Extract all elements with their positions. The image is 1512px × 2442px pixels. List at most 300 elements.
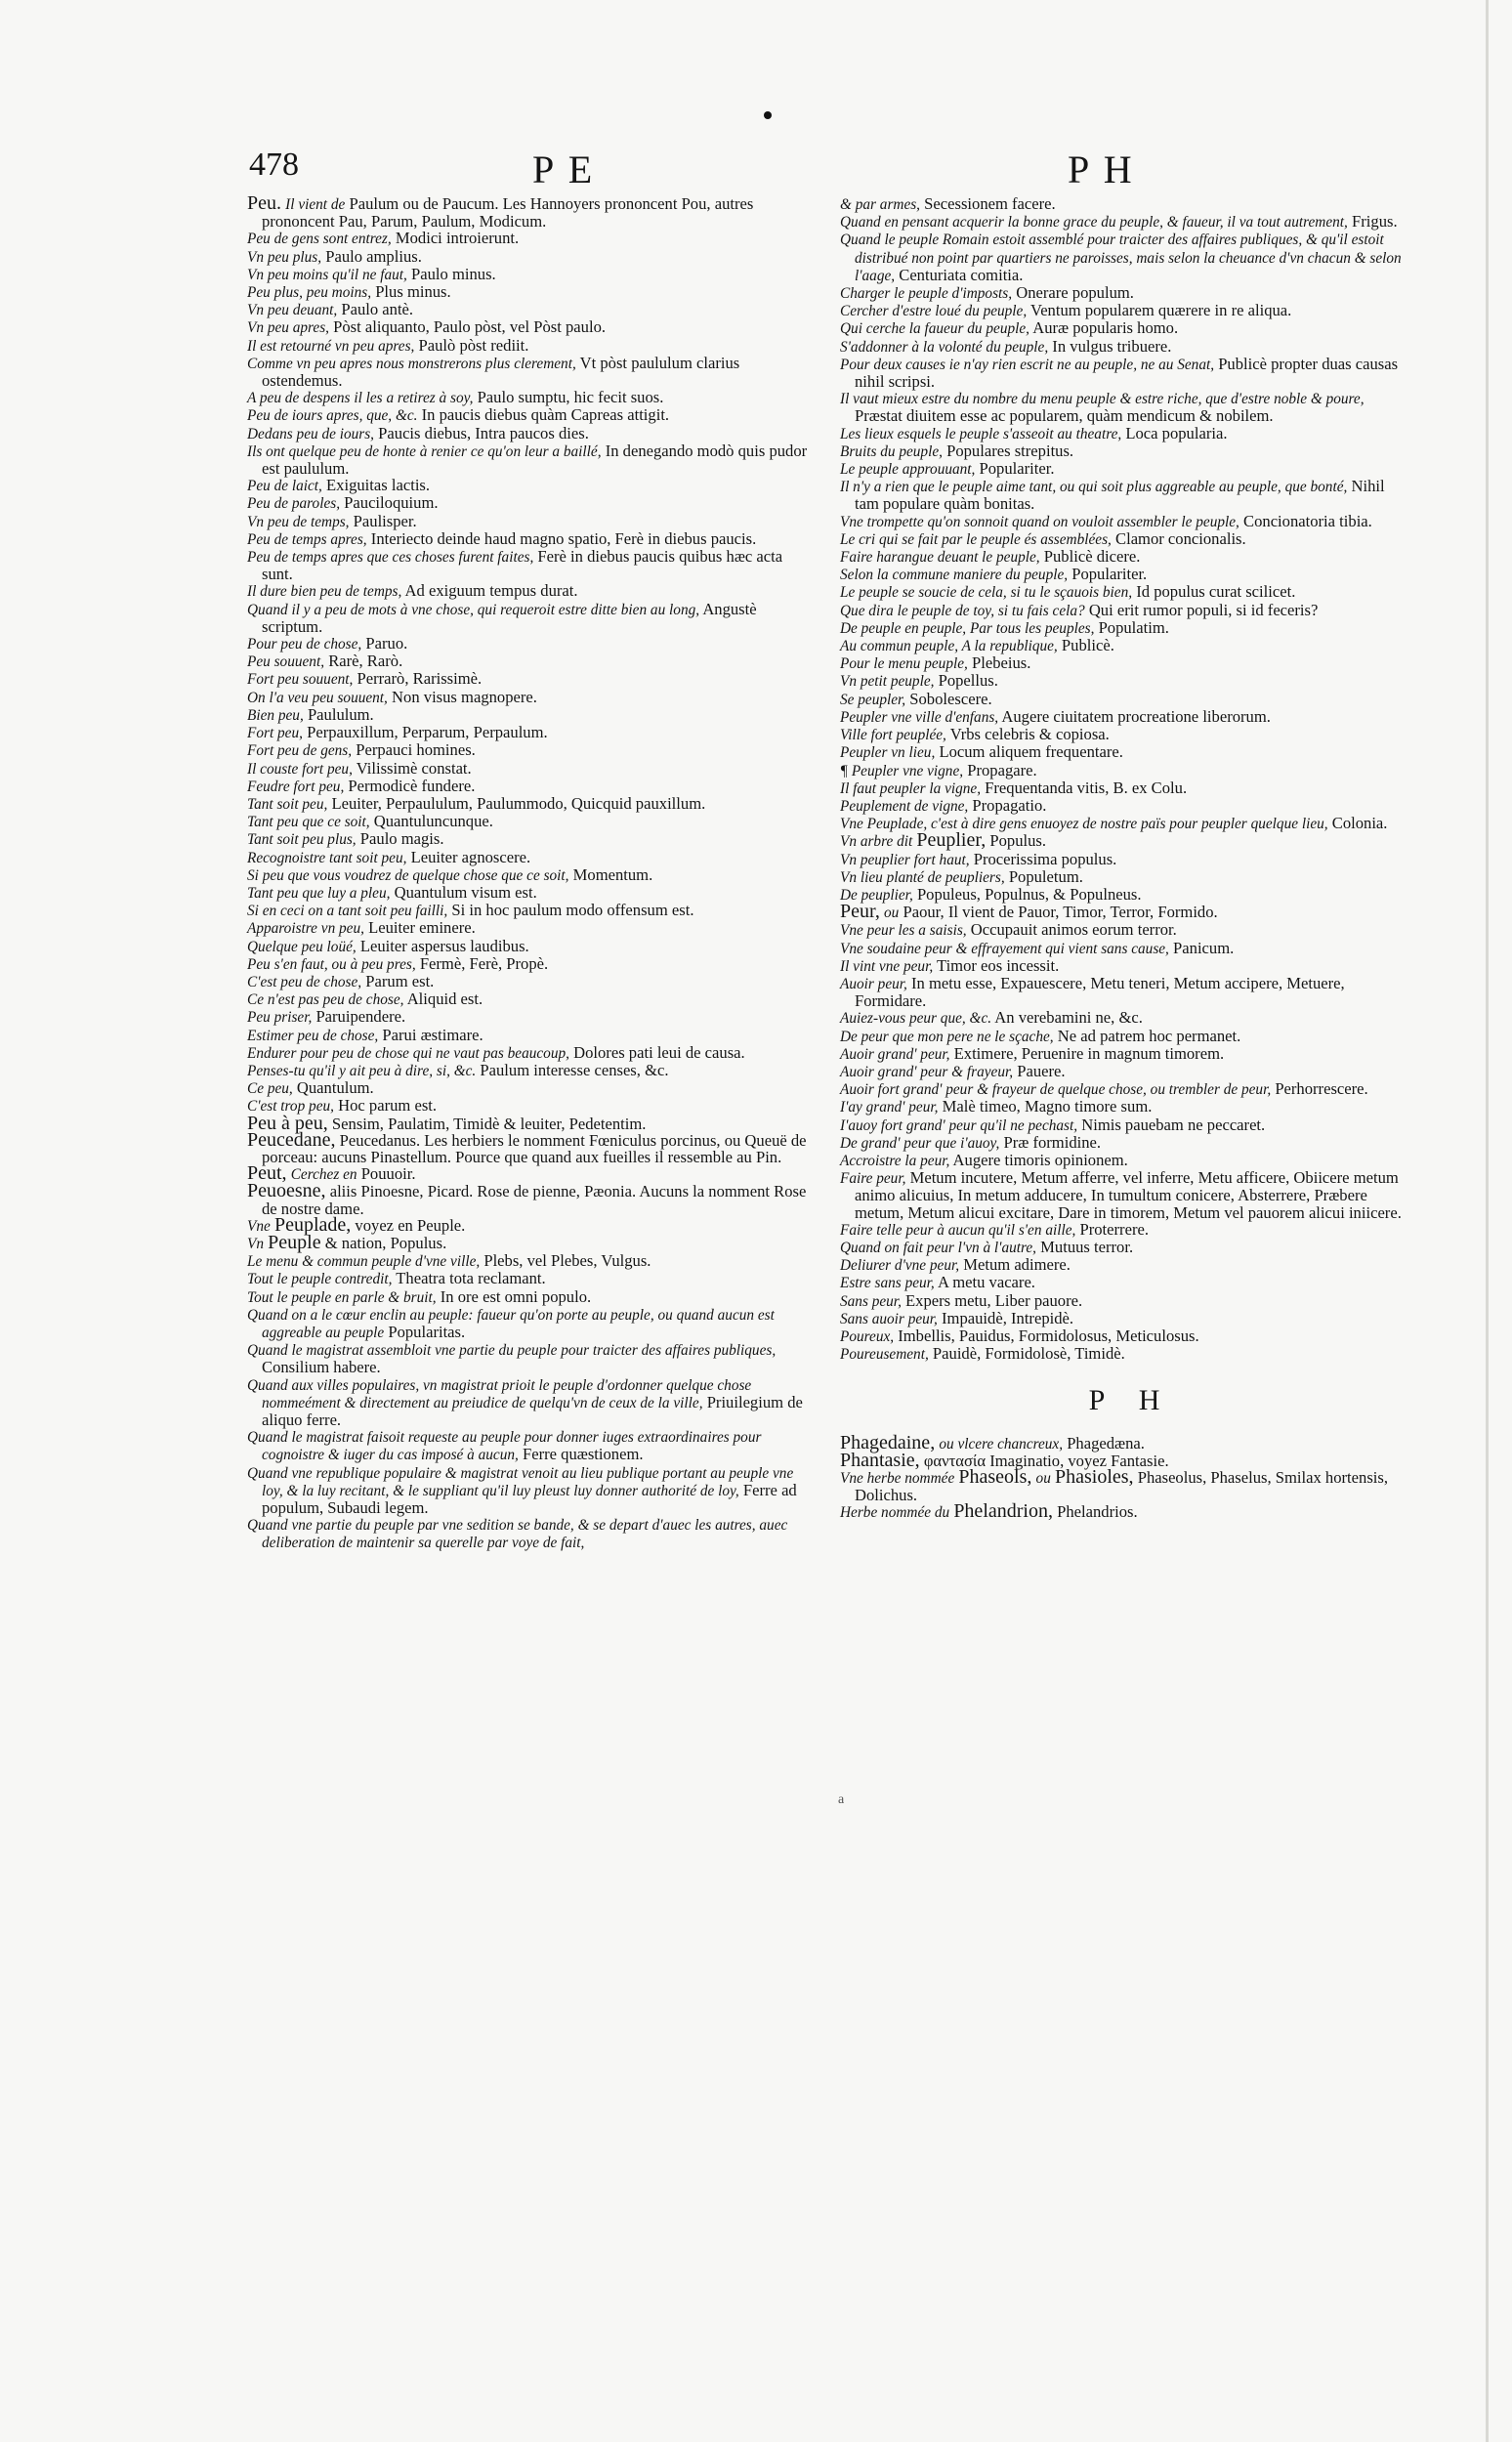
dictionary-entry xyxy=(840,654,1408,672)
dictionary-entry xyxy=(840,478,1408,512)
dictionary-entry xyxy=(840,886,1408,904)
entry-french: Quelque peu loüé, xyxy=(247,938,357,955)
dictionary-entry xyxy=(840,901,1408,923)
entry-french: Faire peur, xyxy=(840,1170,906,1188)
entry-latin: Impauidè, Intrepidè. xyxy=(942,1308,1074,1327)
entry-latin: Mutuus terror. xyxy=(1040,1237,1134,1256)
entry-latin: Præstat diuitem esse ac popularem, quàm mendicum & nobilem. xyxy=(855,406,1274,426)
running-head-right: P H xyxy=(1068,147,1135,191)
entry-latin: Interiecto deinde haud magno spatio, Ferè in diebus paucis. xyxy=(370,528,757,548)
entry-latin: Secessionem facere. xyxy=(924,194,1056,213)
entry-latin: Phelandrios. xyxy=(1057,1502,1138,1522)
dictionary-entry xyxy=(840,672,1408,690)
entry-latin: Imbellis, Pauidus, Formidolosus, Meticulosus. xyxy=(898,1326,1199,1345)
entry-latin: Ad exiguum tempus durat. xyxy=(404,581,578,601)
entry-french: Vn petit peuple, xyxy=(840,673,935,691)
entry-latin: Extimere, Peruenire in magnum timorem. xyxy=(953,1043,1225,1063)
dictionary-entry xyxy=(247,760,812,778)
dictionary-entry xyxy=(247,830,812,848)
entry-latin: Metum incutere, Metum afferre, vel inferre, Metu afficere, Obiicere metum animo alicuius, In metum adducere, In tumultum conicere, Absterrere, Præbere metum, Metum alicui excitare, Dare in timorem, Metum vel pauorem alicui iniicere. xyxy=(855,1168,1402,1222)
dictionary-entry xyxy=(840,1063,1408,1080)
entry-french: Estre sans peur, xyxy=(840,1275,935,1292)
entry-latin: Paour, Il vient de Pauor, Timor, Terror, Formido. xyxy=(903,903,1218,922)
dictionary-entry xyxy=(840,708,1408,726)
entry-french: Peupler vn lieu, xyxy=(840,744,936,762)
dictionary-entry xyxy=(840,1256,1408,1274)
dictionary-entry xyxy=(247,653,812,670)
entry-latin: Frequentanda vitis, B. ex Colu. xyxy=(985,778,1188,797)
entry-french: Peu plus, peu moins, xyxy=(247,284,372,302)
printer-dot xyxy=(764,111,772,119)
entry-latin: Leuiter, Perpaululum, Paulummodo, Quicquid pauxillum. xyxy=(331,793,706,813)
entry-latin: Procerissima populus. xyxy=(973,849,1117,868)
entry-headword: Peucedane, xyxy=(247,1128,336,1151)
entry-french: Quand vne partie du peuple par vne sedition se bande, & se depart d'auec les autres, auec deliberation de maintenir sa querelle par voye de fait, xyxy=(247,1517,788,1552)
entry-latin: Populeus, Populnus, & Populneus. xyxy=(916,884,1142,904)
entry-french: Le peuple se soucie de cela, si tu le sçauois bien, xyxy=(840,584,1133,602)
entry-latin: Dolores pati leui de causa. xyxy=(573,1042,745,1062)
dictionary-entry xyxy=(247,582,812,600)
entry-latin: Rarè, Rarò. xyxy=(328,652,403,671)
dictionary-entry xyxy=(840,779,1408,797)
entry-latin: Timor eos incessit. xyxy=(937,955,1060,975)
entry-latin: Paulo minus. xyxy=(411,264,496,283)
dictionary-entry xyxy=(247,530,812,548)
entry-french: Accroistre la peur, xyxy=(840,1152,950,1169)
entry-french: Quand le peuple Romain estoit assemblé pour traicter des affaires publiques, & qu'il estoit distribué non point par quartiers ne paroisses, mais selon la cheuance d'vn chacun & selon l'aage, xyxy=(840,232,1402,284)
entry-latin: Propagare. xyxy=(967,760,1037,779)
entry-headword: Phagedaine, xyxy=(840,1431,936,1453)
page-edge xyxy=(1486,0,1489,2442)
entry-french: De peur que mon pere ne le sçache, xyxy=(840,1028,1054,1045)
entry-latin: Plebs, vel Plebes, Vulgus. xyxy=(483,1251,651,1271)
entry-french: Fort peu, xyxy=(247,725,303,742)
entry-french: Penses-tu qu'il y ait peu à dire, si, &c. xyxy=(247,1062,477,1079)
entry-french: Herbe nommée du xyxy=(840,1504,950,1522)
margin-mark: a xyxy=(838,1792,845,1807)
entry-latin: Si in hoc paulum modo offensum est. xyxy=(451,901,694,920)
dictionary-entry xyxy=(840,602,1408,619)
entry-french: Faire harangue deuant le peuple, xyxy=(840,549,1040,567)
entry-latin: Publicè dicere. xyxy=(1043,547,1141,567)
dictionary-entry xyxy=(840,726,1408,743)
entry-french: ou xyxy=(884,905,900,922)
entry-headword: Phasioles, xyxy=(1055,1466,1134,1489)
entry-french: Sans peur, xyxy=(840,1292,902,1310)
entry-latin: Populetum. xyxy=(1008,866,1083,886)
dictionary-entry xyxy=(840,1152,1408,1169)
dictionary-entry xyxy=(247,1180,812,1218)
entry-french: Pour peu de chose, xyxy=(247,636,362,653)
entry-french: Peupler vne ville d'enfans, xyxy=(840,708,999,726)
entry-latin: Paulo antè. xyxy=(341,300,414,319)
entry-french: Tout le peuple contredit, xyxy=(247,1271,393,1288)
entry-latin: Colonia. xyxy=(1331,814,1388,833)
dictionary-entry xyxy=(247,601,812,635)
entry-french: Vn arbre dit xyxy=(840,833,913,851)
entry-latin: Panicum. xyxy=(1173,938,1235,957)
dictionary-entry xyxy=(247,866,812,884)
page-header xyxy=(0,147,1512,195)
dictionary-entry xyxy=(840,940,1408,957)
entry-french: Bien peu, xyxy=(247,706,304,724)
dictionary-entry xyxy=(840,1431,1408,1453)
entry-latin: Momentum. xyxy=(572,864,653,884)
dictionary-entry xyxy=(840,530,1408,548)
entry-french: Il couste fort peu, xyxy=(247,760,353,778)
entry-latin: Pouuoir. xyxy=(360,1164,416,1184)
dictionary-entry xyxy=(247,318,812,336)
dictionary-entry xyxy=(840,1292,1408,1310)
dictionary-entry xyxy=(247,902,812,919)
dictionary-entry xyxy=(840,583,1408,601)
dictionary-entry xyxy=(247,1376,812,1429)
dictionary-entry xyxy=(247,813,812,830)
dictionary-entry xyxy=(247,1162,812,1185)
dictionary-entry xyxy=(247,1341,812,1375)
entry-french: Tant soit peu plus, xyxy=(247,831,357,849)
entry-french: Vn peu de temps, xyxy=(247,513,350,530)
dictionary-entry xyxy=(247,1128,812,1166)
dictionary-entry xyxy=(840,1028,1408,1045)
entry-french: Poureux, xyxy=(840,1328,895,1345)
entry-french: Le peuple approuuant, xyxy=(840,461,976,479)
entry-latin: Permodicè fundere. xyxy=(348,776,476,795)
entry-latin: Ferè in diebus paucis quibus hæc acta sunt. xyxy=(262,547,783,584)
entry-latin: In paucis diebus quàm Capreas attigit. xyxy=(421,405,670,425)
dictionary-entry xyxy=(840,425,1408,442)
entry-latin: Augere timoris opinionem. xyxy=(952,1150,1128,1169)
entry-latin: Paulum interesse censes, &c. xyxy=(480,1060,669,1079)
entry-latin: Perrarò, Rarissimè. xyxy=(357,669,483,689)
dictionary-entry xyxy=(247,230,812,247)
entry-french: Selon la commune maniere du peuple, xyxy=(840,567,1069,584)
entry-latin: Fermè, Ferè, Propè. xyxy=(419,953,549,973)
dictionary-entry xyxy=(247,724,812,741)
entry-french: Cerchez en xyxy=(290,1166,357,1184)
entry-french: Ce n'est pas peu de chose, xyxy=(247,991,404,1009)
entry-latin: Metum adimere. xyxy=(963,1255,1071,1275)
dictionary-entry xyxy=(840,1327,1408,1345)
entry-latin: In denegando modò quis pudor est paululum. xyxy=(262,441,808,479)
entry-latin: Plebeius. xyxy=(972,653,1031,673)
entry-latin: Id populus curat scilicet. xyxy=(1136,582,1296,602)
entry-french: Ville fort peuplée, xyxy=(840,727,946,744)
left-column xyxy=(247,192,812,1552)
entry-french: I'ay grand' peur, xyxy=(840,1099,939,1116)
dictionary-entry xyxy=(247,955,812,973)
entry-latin: Leuiter aspersus laudibus. xyxy=(359,936,529,955)
dictionary-entry xyxy=(840,1009,1408,1027)
entry-latin: Consilium habere. xyxy=(262,1358,381,1377)
dictionary-entry xyxy=(840,1221,1408,1239)
entry-latin: Vrbs celebris & copiosa. xyxy=(949,725,1110,744)
dictionary-entry xyxy=(247,389,812,406)
dictionary-entry xyxy=(247,1044,812,1062)
entry-headword: Peuoesne, xyxy=(247,1180,326,1202)
entry-latin: Ne ad patrem hoc permanet. xyxy=(1057,1026,1241,1045)
ph-section-entries xyxy=(840,1431,1408,1523)
dictionary-entry xyxy=(840,213,1408,231)
dictionary-entry xyxy=(840,548,1408,566)
entry-latin: Sensim, Paulatim, Timidè & leuiter, Pedetentim. xyxy=(331,1114,647,1133)
entry-latin: Popularitas. xyxy=(388,1323,466,1341)
entry-french: Tant peu que luy a pleu, xyxy=(247,884,391,902)
entry-latin: Populus. xyxy=(989,831,1047,851)
dictionary-entry xyxy=(840,1116,1408,1134)
entry-french: Tant soit peu, xyxy=(247,795,328,813)
entry-french: C'est trop peu, xyxy=(247,1098,334,1116)
dictionary-entry xyxy=(247,248,812,266)
entry-french: Vn lieu planté de peupliers, xyxy=(840,868,1005,886)
entry-latin: Pauciloquium. xyxy=(344,493,439,513)
entry-french: Il vient de xyxy=(285,196,346,213)
entry-latin: Phaseolus, Phaselus, Smilax hortensis, Dolichus. xyxy=(855,1468,1388,1505)
dictionary-entry xyxy=(247,884,812,902)
entry-latin: Paruo. xyxy=(365,634,408,653)
entry-french: Pour le menu peuple, xyxy=(840,655,968,673)
entry-latin: Paulò pòst rediit. xyxy=(418,335,529,355)
dictionary-entry xyxy=(247,1270,812,1287)
entry-headword: Peu à peu, xyxy=(247,1112,328,1134)
entry-french: Quand on fait peur l'vn à l'autre, xyxy=(840,1239,1036,1256)
entry-french: Ils ont quelque peu de honte à renier ce qu'on leur a baillé, xyxy=(247,442,602,460)
entry-latin: Non visus magnopere. xyxy=(392,687,537,706)
dictionary-entry xyxy=(247,192,812,232)
entry-latin: A metu vacare. xyxy=(937,1273,1035,1292)
entry-french: ou xyxy=(1035,1470,1051,1488)
entry-french: Auoir fort grand' peur & frayeur de quelque chose, ou trembler de peur, xyxy=(840,1081,1272,1099)
entry-headword: Peur, xyxy=(840,901,880,923)
entry-latin: Præ formidine. xyxy=(1003,1132,1102,1152)
entry-latin: Priuilegium de aliquo ferre. xyxy=(262,1392,803,1430)
entry-latin: Propagatio. xyxy=(972,795,1047,815)
dictionary-entry xyxy=(840,460,1408,478)
entry-french: Peu de iours apres, que, &c. xyxy=(247,407,418,425)
entry-latin: Quantulum visum est. xyxy=(394,882,537,902)
entry-latin: Paulisper. xyxy=(353,511,417,530)
entry-latin: Leuiter agnoscere. xyxy=(410,847,531,866)
entry-latin: Paulo magis. xyxy=(359,829,444,849)
dictionary-entry xyxy=(247,1231,812,1253)
dictionary-entry xyxy=(247,1213,812,1236)
entry-french: Peu de temps apres, xyxy=(247,530,367,548)
entry-latin: Populares strepitus. xyxy=(946,441,1074,460)
entry-headword: Phelandrion, xyxy=(953,1500,1053,1523)
dictionary-entry xyxy=(247,548,812,582)
entry-french: De peuple en peuple, Par tous les peuples, xyxy=(840,619,1095,637)
dictionary-entry xyxy=(247,1428,812,1463)
entry-latin: In metu esse, Expauescere, Metu teneri, Metum accipere, Metuere, Formidare. xyxy=(855,973,1345,1011)
dictionary-entry xyxy=(247,706,812,724)
entry-french: Peu de paroles, xyxy=(247,495,341,513)
entry-latin: Loca popularia. xyxy=(1125,423,1228,442)
dictionary-entry xyxy=(247,689,812,706)
dictionary-entry xyxy=(840,797,1408,815)
entry-french: Peu souuent, xyxy=(247,653,325,671)
entry-french: Vne trompette qu'on sonnoit quand on vouloit assembler le peuple, xyxy=(840,513,1239,530)
entry-french: Quand le magistrat assembloit vne partie du peuple pour traicter des affaires publiques, xyxy=(247,1342,777,1360)
entry-french: Cercher d'estre loué du peuple, xyxy=(840,303,1028,320)
entry-french: Peuplement de vigne, xyxy=(840,797,969,815)
entry-french: Faire telle peur à aucun qu'il s'en aille, xyxy=(840,1221,1076,1239)
entry-french: Vne xyxy=(247,1217,271,1235)
entry-french: Auoir grand' peur, xyxy=(840,1045,950,1063)
dictionary-entry xyxy=(247,425,812,442)
dictionary-entry xyxy=(247,337,812,355)
entry-latin: Popellus. xyxy=(938,671,998,691)
entry-french: Que dira le peuple de toy, si tu fais cela? xyxy=(840,602,1085,619)
dictionary-entry xyxy=(247,513,812,530)
entry-latin: Quantulum. xyxy=(296,1078,374,1098)
right-column-entries xyxy=(840,195,1408,1363)
entry-latin: Ventum popularem quærere in re aliqua. xyxy=(1030,301,1292,320)
dictionary-entry xyxy=(247,741,812,759)
entry-french: Recognoistre tant soit peu, xyxy=(247,849,407,866)
dictionary-entry xyxy=(840,975,1408,1009)
entry-french: Quand aux villes populaires, vn magistrat prioit le peuple d'ordonner quelque chose nommeément & directement au preiudice de quelqu'vn de ceux de la ville, xyxy=(247,1376,752,1411)
dictionary-entry xyxy=(247,1097,812,1115)
dictionary-entry xyxy=(840,1080,1408,1098)
entry-latin: aliis Pinoesne, Picard. Rose de pienne, Pæonia. Aucuns la nomment Rose de nostre dame. xyxy=(262,1182,807,1218)
entry-latin: Auræ popularis homo. xyxy=(1032,318,1179,338)
entry-french: C'est peu de chose, xyxy=(247,973,362,990)
entry-latin: Theatra tota reclamant. xyxy=(396,1269,546,1288)
entry-latin: Frigus. xyxy=(1352,212,1398,232)
dictionary-entry xyxy=(840,1310,1408,1327)
dictionary-entry xyxy=(840,691,1408,708)
entry-headword: Peut, xyxy=(247,1162,287,1185)
dictionary-entry xyxy=(247,1079,812,1097)
entry-french: Si en ceci on a tant soit peu failli, xyxy=(247,903,448,920)
dictionary-entry xyxy=(840,319,1408,337)
dictionary-entry xyxy=(247,1252,812,1270)
entry-latin: Publicè. xyxy=(1061,636,1114,655)
entry-latin: Populariter. xyxy=(1071,565,1148,584)
entry-french: Auoir peur, xyxy=(840,975,907,992)
entry-latin: An verebamini ne, &c. xyxy=(994,1008,1143,1028)
dictionary-entry xyxy=(247,442,812,477)
entry-latin: Publicè propter duas causas nihil scripsi. xyxy=(855,354,1399,392)
dictionary-entry xyxy=(247,1306,812,1341)
entry-french: Vn peu deuant, xyxy=(247,302,338,319)
dictionary-entry xyxy=(840,619,1408,637)
entry-french: Comme vn peu apres nous monstrerons plus clerement, xyxy=(247,355,576,372)
entry-latin: Hoc parum est. xyxy=(338,1096,438,1116)
entry-french: Il faut peupler la vigne, xyxy=(840,779,982,797)
entry-latin: Phagedæna. xyxy=(1067,1433,1145,1453)
entry-french: Tout le peuple en parle & bruit, xyxy=(247,1288,437,1306)
dictionary-entry xyxy=(247,1027,812,1044)
entry-french: Pour deux causes ie n'ay rien escrit ne au peuple, ne au Senat, xyxy=(840,356,1215,373)
entry-french: Il vint vne peur, xyxy=(840,957,934,975)
entry-latin: In ore est omni populo. xyxy=(440,1286,592,1306)
entry-french: Il est retourné vn peu apres, xyxy=(247,337,415,355)
entry-latin: Occupauit animos eorum terror. xyxy=(970,920,1177,940)
entry-latin: Sobolescere. xyxy=(909,689,992,708)
dictionary-entry xyxy=(247,494,812,512)
entry-headword: Peu. xyxy=(247,192,281,214)
dictionary-entry xyxy=(840,637,1408,654)
entry-french: Se peupler, xyxy=(840,691,906,708)
entry-latin: Concionatoria tibia. xyxy=(1243,511,1372,530)
entry-headword: Peuplier, xyxy=(916,829,987,852)
entry-french: Vn peu plus, xyxy=(247,248,322,266)
entry-french: Vn peuplier fort haut, xyxy=(840,851,970,868)
dictionary-entry xyxy=(840,302,1408,319)
entry-headword: Phaseols, xyxy=(958,1466,1032,1489)
dictionary-entry xyxy=(840,921,1408,939)
dictionary-entry xyxy=(840,390,1408,424)
entry-french: Au commun peuple, A la republique, xyxy=(840,638,1058,655)
entry-latin: Clamor concionalis. xyxy=(1115,528,1246,548)
dictionary-entry xyxy=(247,301,812,318)
entry-french: Feudre fort peu, xyxy=(247,778,345,795)
entry-latin: In vulgus tribuere. xyxy=(1052,336,1172,356)
entry-french: Deliurer d'vne peur, xyxy=(840,1257,960,1275)
dictionary-entry xyxy=(840,762,1408,779)
entry-latin: Parum est. xyxy=(365,971,435,990)
entry-french: Auoir grand' peur & frayeur, xyxy=(840,1063,1014,1080)
entry-french: I'auoy fort grand' peur qu'il ne pechast, xyxy=(840,1116,1078,1134)
entry-latin: Angustè scriptum. xyxy=(262,599,757,636)
entry-headword: Peuple xyxy=(268,1231,321,1253)
dictionary-entry xyxy=(840,1134,1408,1152)
dictionary-entry xyxy=(247,1516,812,1551)
entry-latin: Paulo sumptu, hic fecit suos. xyxy=(477,388,664,407)
entry-latin: Populariter. xyxy=(979,459,1055,479)
entry-french: S'addonner à la volonté du peuple, xyxy=(840,338,1049,356)
entry-french: De peuplier, xyxy=(840,886,913,904)
entry-latin: Modici introierunt. xyxy=(395,229,520,248)
dictionary-entry xyxy=(840,1500,1408,1523)
entry-french: Quand en pensant acquerir la bonne grace du peuple, & faueur, il va tout autrement, xyxy=(840,214,1348,232)
entry-french: Endurer pour peu de chose qui ne vaut pas beaucoup, xyxy=(247,1044,569,1062)
entry-latin: Ferre quæstionem. xyxy=(523,1445,644,1464)
entry-french: Les lieux esquels le peuple s'asseoit au theatre, xyxy=(840,425,1122,442)
dictionary-entry xyxy=(247,795,812,813)
dictionary-entry xyxy=(840,829,1408,852)
dictionary-entry xyxy=(840,1466,1408,1505)
running-head-left: P E xyxy=(532,147,596,191)
entry-french: Vne Peuplade, c'est à dire gens enuoyez de nostre païs pour peupler quelque lieu, xyxy=(840,816,1328,833)
dictionary-entry xyxy=(247,1464,812,1517)
entry-headword: Peuplade, xyxy=(273,1213,352,1236)
dictionary-entry xyxy=(840,231,1408,284)
dictionary-entry xyxy=(840,566,1408,583)
entry-latin: Vt pòst paululum clarius ostendemus. xyxy=(262,353,740,391)
dictionary-entry xyxy=(247,635,812,653)
page-number: 478 xyxy=(249,147,299,183)
entry-french: Vn peu apres, xyxy=(247,319,329,337)
dictionary-entry xyxy=(247,778,812,795)
entry-french: Peu de laict, xyxy=(247,478,322,495)
entry-latin: Pauidè, Formidolosè, Timidè. xyxy=(932,1344,1125,1364)
dictionary-entry xyxy=(840,1045,1408,1063)
dictionary-entry xyxy=(247,355,812,389)
entry-french: Vne peur les a saisis, xyxy=(840,922,967,940)
entry-latin: Paruipendere. xyxy=(315,1007,406,1027)
entry-french: Vn peu moins qu'il ne faut, xyxy=(247,266,407,283)
dictionary-entry xyxy=(840,743,1408,761)
dictionary-entry xyxy=(247,1288,812,1306)
entry-french: On l'a veu peu souuent, xyxy=(247,689,388,706)
entry-french: Peu de gens sont entrez, xyxy=(247,231,392,248)
dictionary-entry xyxy=(840,957,1408,975)
entry-french: A peu de despens il les a retirez à soy, xyxy=(247,390,474,407)
entry-french: Le menu & commun peuple d'vne ville, xyxy=(247,1253,481,1271)
dictionary-entry xyxy=(247,266,812,283)
